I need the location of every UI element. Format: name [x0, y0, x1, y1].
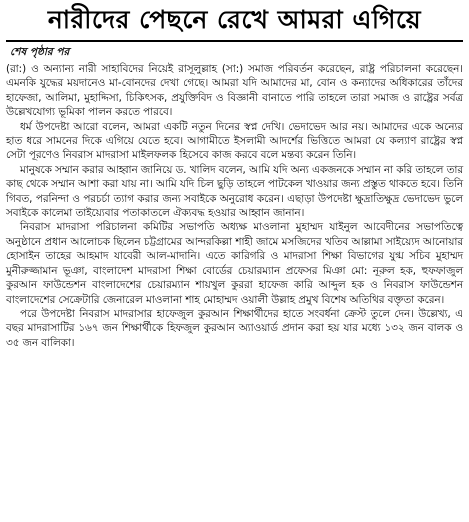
article-paragraph: ধর্ম উপদেষ্টা আরো বলেন, আমরা একটি নতুন দিনের স্বপ্ন দেখি। ভেদাভেদ আর নয়। আমাদের একে অন্যের হাত ধরে সামনের দিকে এগিয়ে যেতে হবে। আগামীতে ইসলামী আদর্শের ভিত্তিতে আমরা যে কল্যাণ রাষ্ট্রের স্বপ্ন সেটা পূরণেও নিবরাস মাদরাসা মাইলফলক হিসেবে কাজ করবে বলে মন্তব্য করেন তিনি।	[6, 120, 463, 162]
article-body	[6, 62, 463, 350]
headline-divider	[6, 40, 463, 42]
article-headline: নারীদের পেছনে রেখে আমরা এগিয়ে	[47, 5, 422, 34]
article-paragraph: নিবরাস মাদরাসা পরিচালনা কমিটির সভাপতি অধ্যক্ষ মাওলানা মুহাম্মদ যাইনুল আবেদীনের সভাপতিত্বে অনুষ্ঠানে প্রধান আলোচক ছিলেন চট্টগ্রামের আন্দরকিল্লা শাহী জামে মসজিদের খতিব আল্লামা সাইয়্যেদ আনোয়ার হোসাইন তাহের আহমাদ যাবেরী আল-মাদানি। এতে কারিগরি ও মাদরাসা শিক্ষা বিভাগের যুগ্ম সচিব মুহাম্মদ মুনীরুজ্জামান ভূঞা, বাংলাদেশ মাদরাসা শিক্ষা বোর্ডের চেয়ারম্যান প্রফেসর মিঞা মো: নূরুল হক, হুফফাজুল কুরআন ফাউন্ডেশন বাংলাদেশের চেয়ারম্যান শায়খুল কুররা হাফেজ কারি আব্দুল হক ও নিবরাস ফাউন্ডেশন বাংলাদেশের সেক্রেটারি জেনারেল মাওলানা শাহ মোহাম্মদ ওয়ালী উল্লাহ প্রমুখ বিশেষ অতিথির বক্তৃতা করেন।	[6, 221, 463, 306]
article-paragraph: মানুষকে সম্মান করার আহ্বান জানিয়ে ড. খালিদ বলেন, আমি যদি অন্য একজনকে সম্মান না করি তাহলে তার কাছ থেকে সম্মান আশা করা যায় না। আমি যদি চিল ছুড়ি তাহলে পাটকেল খাওয়ার জন্য প্রস্তুত থাকতে হবে। তিনি গিবত, পরনিন্দা ও পরচর্চা ত্যাগ করার জন্য সবাইকে অনুরোধ করেন। এছাড়া উপদেষ্টা ক্ষুদ্রাতিক্ষুদ্র ভেদাভেদ ভুলে সবাইকে কালেমা তাইয়্যেবার পতাকাতলে ঐক্যবদ্ধ হওয়ার আহ্বান জানান।	[6, 163, 463, 220]
article-paragraph: পরে উপদেষ্টা নিবরাস মাদরাসার হাফেজুল কুরআন শিক্ষার্থীদের হাতে সংবর্ধনা ক্রেস্ট তুলে দেন। উল্লেখ্য, এ বছর মাদরাসাটির ১৬৭ জন শিক্ষার্থীকে হিফজুল কুরআন অ্যাওয়ার্ড প্রদান করা হয় যার মধ্যে ১৩২ জন বালক ও ৩৫ জন বালিকা।	[6, 307, 463, 349]
article-paragraph: (রা:) ও অন্যান্য নারী সাহাবিদের নিয়েই রাসূলুল্লাহ (সা:) সমাজ পরিবর্তন করেছেন, রাষ্ট্র পরিচালনা করেছেন। এমনকি যুদ্ধের ময়দানেও মা-বোনদের দেখা গেছে। আমরা যদি আমাদের মা, বোন ও কন্যাদের অধিকারের তাঁদের হাফেজা, আলিমা, মুহাদ্দিসা, চিকিৎসক, প্রযুক্তিবিদ ও বিজ্ঞানী বানাতে পারি তাহলে তারা সমাজ ও রাষ্ট্রের সর্বত্র উল্লেখযোগ্য ভূমিকা পালন করতে পারবে।	[6, 63, 463, 119]
continuation-label: শেষ পৃষ্ঠার পর	[10, 46, 70, 58]
